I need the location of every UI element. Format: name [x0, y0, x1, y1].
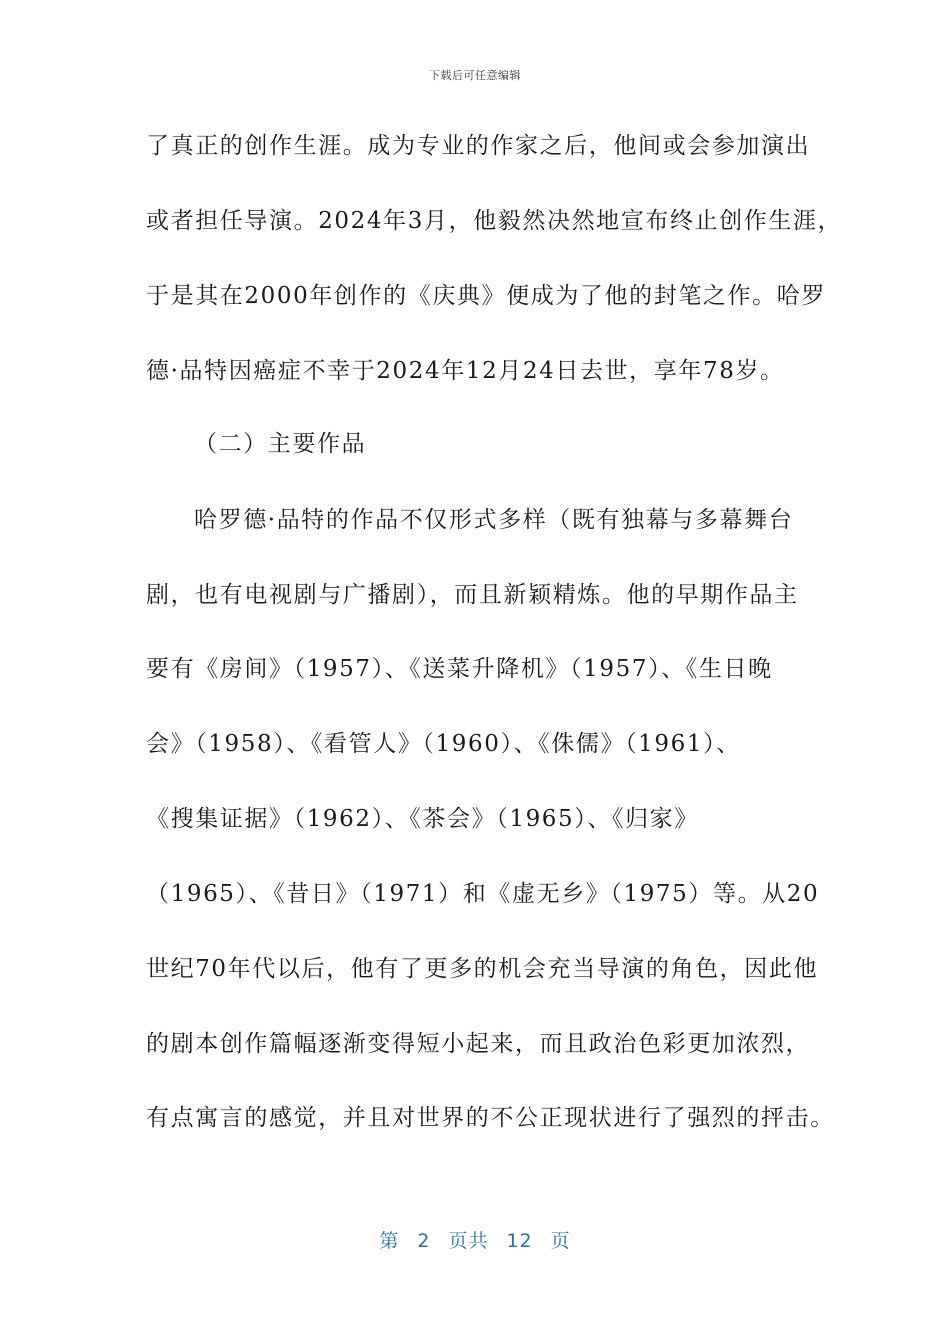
footer-prefix: 第 — [379, 1230, 400, 1252]
body-line: 哈罗德·品特的作品不仅形式多样（既有独幕与多幕舞台 — [194, 507, 794, 533]
body-line: 有点寓言的感觉，并且对世界的不公正现状进行了强烈的抨击。 — [146, 1105, 835, 1131]
footer-total-pages: 12 — [506, 1230, 533, 1252]
body-line: 德·品特因癌症不幸于2024年12月24日去世，享年78岁。 — [146, 358, 785, 384]
footer-suffix: 页 — [550, 1230, 571, 1252]
body-line: 或者担任导演。2024年3月，他毅然决然地宣布终止创作生涯， — [146, 208, 843, 234]
page-footer — [0, 1226, 950, 1253]
page-header-note: 下载后可任意编辑 — [429, 69, 521, 82]
body-line: 了真正的创作生涯。成为专业的作家之后，他间或会参加演出 — [146, 133, 811, 159]
body-line: 要有《房间》（1957）、《送菜升降机》（1957）、《生日晚 — [146, 656, 773, 682]
body-line: 世纪70年代以后，他有了更多的机会充当导演的角色，因此他 — [146, 956, 819, 982]
footer-page-number: 2 — [417, 1230, 431, 1252]
body-line: 于是其在2000年创作的《庆典》便成为了他的封笔之作。哈罗 — [146, 283, 826, 309]
body-line: 《搜集证据》（1962）、《茶会》（1965）、《归家》 — [146, 806, 699, 832]
body-line: 的剧本创作篇幅逐渐变得短小起来，而且政治色彩更加浓烈， — [146, 1031, 811, 1057]
body-line: （1965）、《昔日》（1971）和《虚无乡》（1975）等。从20 — [146, 881, 820, 907]
body-line: 剧，也有电视剧与广播剧），而且新颖精炼。他的早期作品主 — [146, 582, 799, 608]
body-line: 会》（1958）、《看管人》（1960）、《侏儒》（1961）、 — [146, 731, 741, 757]
footer-middle: 页共 — [448, 1230, 489, 1252]
section-heading: （二）主要作品 — [194, 431, 367, 457]
